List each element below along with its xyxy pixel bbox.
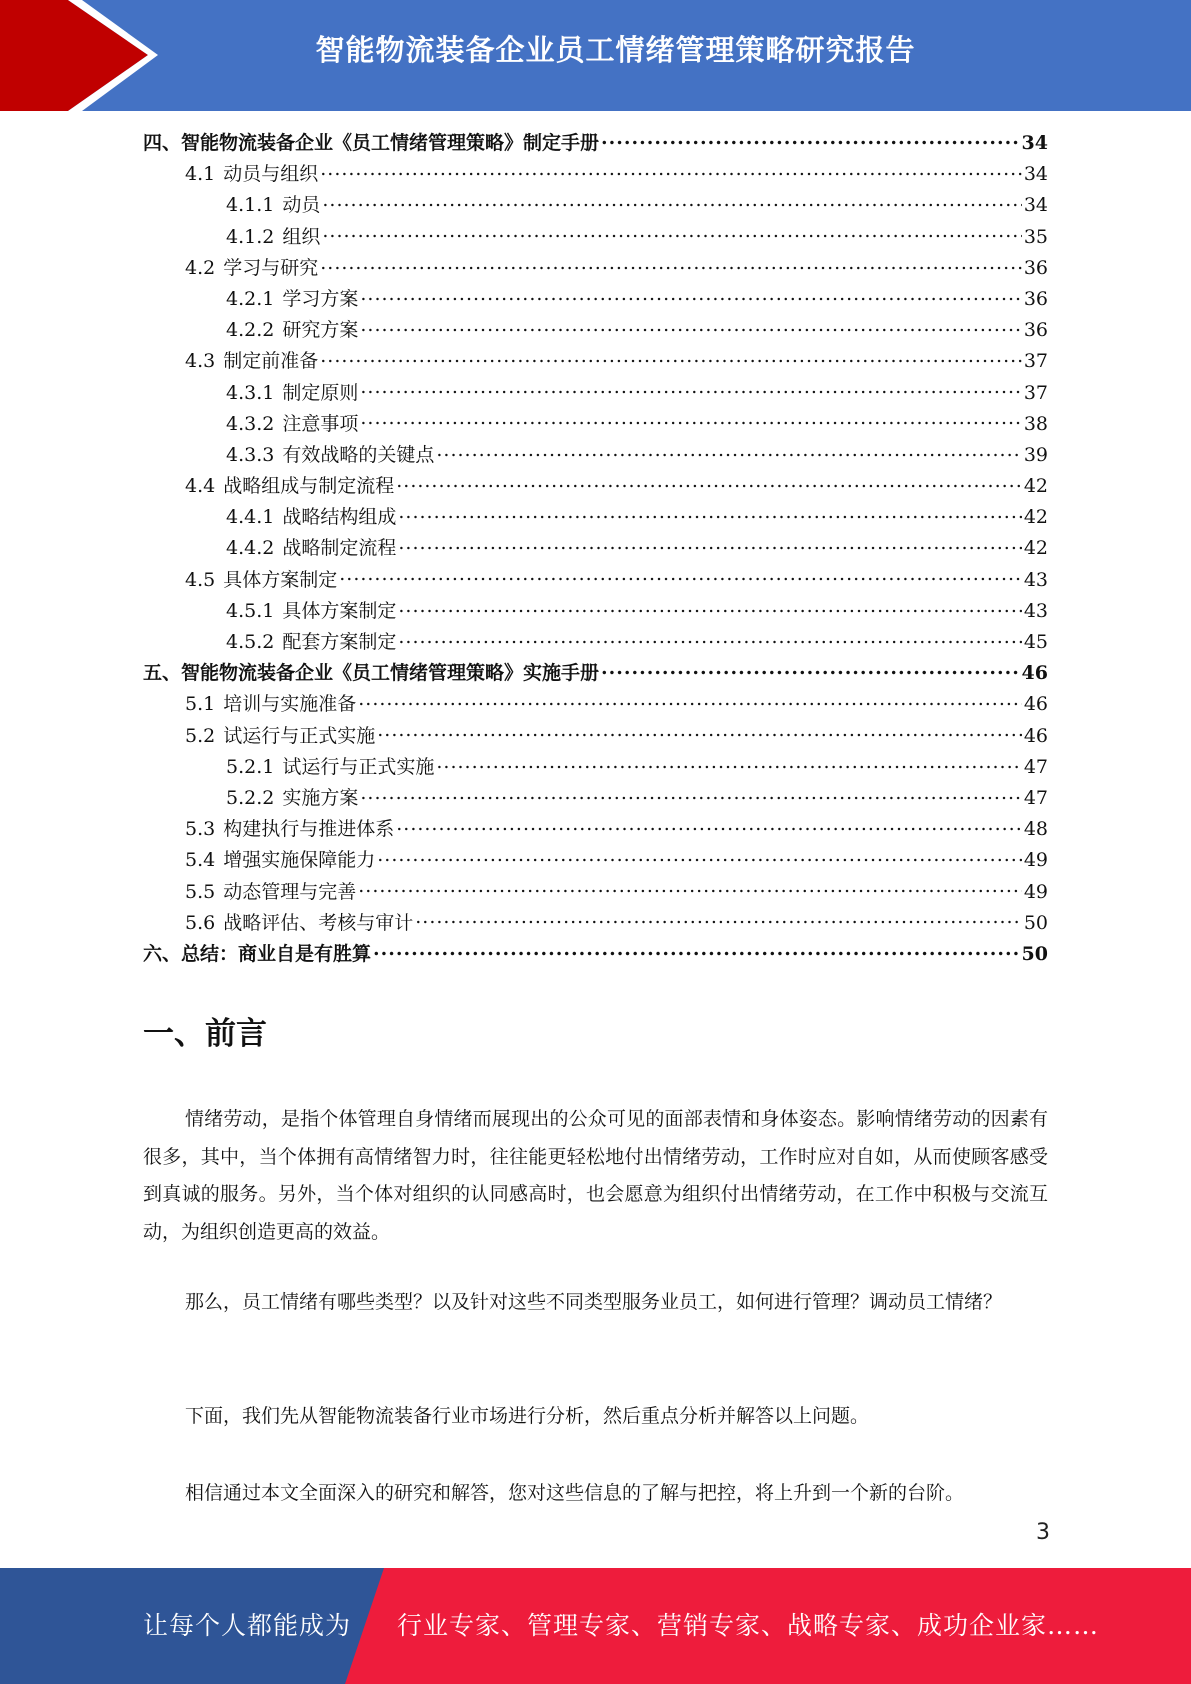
toc-entry-number: 4.4 <box>185 475 216 498</box>
toc-entry-number: 4.2 <box>185 256 216 279</box>
toc-entry-page: 34 <box>1021 132 1048 154</box>
toc-dot-leader <box>377 722 1022 742</box>
toc-entry[interactable] <box>143 502 1048 533</box>
toc-entry[interactable] <box>143 845 1048 876</box>
toc-dot-leader <box>377 846 1022 866</box>
toc-entry[interactable] <box>143 378 1048 409</box>
toc-entry-number: 4.2.2 <box>226 319 275 342</box>
toc-entry[interactable] <box>143 877 1048 908</box>
toc-dot-leader <box>358 690 1022 710</box>
toc-entry[interactable] <box>143 315 1048 346</box>
toc-entry-label: 动员与组织 <box>223 163 319 186</box>
page-number: 3 <box>1036 1520 1050 1545</box>
footer-slogan-left: 让每个人都能成为 <box>143 1611 352 1640</box>
toc-entry[interactable] <box>143 128 1048 159</box>
toc-entry-label: 学习方案 <box>282 287 359 310</box>
toc-entry[interactable] <box>143 409 1048 440</box>
toc-dot-leader <box>320 347 1022 367</box>
toc-entry-page: 39 <box>1023 443 1048 466</box>
toc-entry-number: 5.5 <box>185 880 216 903</box>
toc-entry-page: 37 <box>1023 350 1048 373</box>
toc-entry-page: 49 <box>1023 880 1048 903</box>
toc-dot-leader <box>436 441 1021 461</box>
toc-dot-leader <box>358 878 1022 898</box>
toc-entry-label: 实施方案 <box>282 786 359 809</box>
toc-entry-page: 36 <box>1023 319 1048 342</box>
toc-dot-leader <box>373 940 1020 960</box>
toc-entry-page: 49 <box>1023 849 1048 872</box>
toc-dot-leader <box>360 285 1021 305</box>
toc-entry-number: 4.3.1 <box>226 381 275 404</box>
toc-entry-page: 50 <box>1023 911 1048 934</box>
toc-dot-leader <box>320 160 1022 180</box>
toc-dot-leader <box>322 223 1021 243</box>
toc-entry-label: 动态管理与完善 <box>223 880 357 903</box>
toc-entry[interactable] <box>143 190 1048 221</box>
toc-dot-leader <box>398 628 1021 648</box>
paragraph-3: 下面，我们先从智能物流装备行业市场进行分析，然后重点分析并解答以上问题。 <box>185 1405 870 1427</box>
toc-entry[interactable] <box>143 253 1048 284</box>
toc-entry[interactable] <box>143 159 1048 190</box>
toc-entry-label: 具体方案制定 <box>282 599 397 622</box>
toc-entry-label: 战略评估、考核与审计 <box>223 911 414 934</box>
toc-entry-number: 4.1.1 <box>226 194 275 217</box>
paragraph-1: 情绪劳动，是指个体管理自身情绪而展现出的公众可见的面部表情和身体姿态。影响情绪劳动的因素有很多，其中，当个体拥有高情绪智力时，往往能更轻松地付出情绪劳动，工作时应对自如，从而使顾客感受到真诚的服务。另外，当个体对组织的认同感高时，也会愿意为组织付出情绪劳动，在工作中积极与交流互动，为组织创造更高的效益。 <box>143 1108 1048 1243</box>
toc-entry[interactable] <box>143 346 1048 377</box>
toc-dot-leader <box>320 254 1022 274</box>
toc-entry-label: 试运行与正式实施 <box>282 755 435 778</box>
toc-entry-page: 42 <box>1023 506 1048 529</box>
toc-entry-number: 5.2.2 <box>226 786 275 809</box>
toc-dot-leader <box>601 659 1020 679</box>
toc-entry-label: 试运行与正式实施 <box>223 724 376 747</box>
toc-entry-label: 制定前准备 <box>223 350 319 373</box>
toc-dot-leader <box>396 472 1022 492</box>
toc-entry-number: 4.5.2 <box>226 631 275 653</box>
toc-dot-leader <box>339 566 1022 586</box>
toc-entry-page: 50 <box>1021 942 1048 965</box>
toc-dot-leader <box>398 503 1021 523</box>
toc-dot-leader <box>360 379 1021 399</box>
toc-entry-page: 34 <box>1023 194 1048 217</box>
toc-entry-number: 4.3.3 <box>226 443 275 466</box>
toc-entry-page: 42 <box>1023 537 1048 560</box>
section-heading: 一、前言 <box>143 1016 267 1052</box>
toc-entry-label: 学习与研究 <box>223 256 319 279</box>
toc-entry-number: 5.3 <box>185 818 216 841</box>
toc-entry-number: 4.3 <box>185 350 216 373</box>
toc-entry-number: 4.2.1 <box>226 287 275 310</box>
toc-entry-number: 5.1 <box>185 693 216 716</box>
toc-entry-label: 六、总结：商业自是有胜算 <box>143 942 372 965</box>
toc-entry-page: 46 <box>1021 662 1048 685</box>
toc-entry-label: 有效战略的关键点 <box>282 443 435 466</box>
toc-dot-leader <box>322 191 1021 211</box>
toc-entry-number: 5.4 <box>185 849 216 872</box>
toc-dot-leader <box>398 597 1021 617</box>
toc-dot-leader <box>360 784 1021 804</box>
footer-slogan-right: 行业专家、管理专家、营销专家、战略专家、成功企业家…… <box>397 1611 1100 1640</box>
toc-entry-label: 具体方案制定 <box>223 568 338 591</box>
paragraph-2: 那么，员工情绪有哪些类型？以及针对这些不同类型服务业员工，如何进行管理？调动员工情绪？ <box>185 1291 1003 1313</box>
toc-entry-label: 五、智能物流装备企业《员工情绪管理策略》实施手册 <box>143 662 600 685</box>
report-title: 智能物流装备企业员工情绪管理策略研究报告 <box>315 33 916 67</box>
toc-entry-page: 36 <box>1023 256 1048 279</box>
toc-entry[interactable] <box>143 222 1048 253</box>
toc-entry-label: 注意事项 <box>282 412 359 435</box>
toc-entry[interactable] <box>143 721 1048 752</box>
toc-entry-label: 增强实施保障能力 <box>223 849 376 872</box>
page-footer <box>0 1568 1191 1684</box>
toc-entry-number: 5.6 <box>185 911 216 934</box>
toc-entry-number: 4.4.1 <box>226 506 275 529</box>
toc-entry-number: 4.5.1 <box>226 599 275 622</box>
toc-entry-label: 战略组成与制定流程 <box>223 475 395 498</box>
toc-dot-leader <box>601 129 1020 149</box>
toc-entry-page: 38 <box>1023 412 1048 435</box>
toc-entry-label: 研究方案 <box>282 319 359 342</box>
toc-entry-page: 34 <box>1023 163 1048 186</box>
toc-entry[interactable] <box>143 471 1048 502</box>
toc-entry[interactable] <box>143 908 1048 939</box>
toc-entry[interactable] <box>143 284 1048 315</box>
toc-entry-page: 47 <box>1023 755 1048 778</box>
toc-entry[interactable] <box>143 783 1048 814</box>
toc-entry[interactable] <box>143 565 1048 596</box>
toc-entry[interactable] <box>143 689 1048 720</box>
paragraph-4: 相信通过本文全面深入的研究和解答，您对这些信息的了解与把控，将上升到一个新的台阶。 <box>185 1482 965 1504</box>
toc-entry-number: 4.3.2 <box>226 412 275 435</box>
toc-entry[interactable] <box>143 533 1048 564</box>
toc-entry[interactable] <box>143 939 1048 970</box>
toc-dot-leader <box>360 316 1021 336</box>
toc-dot-leader <box>398 534 1021 554</box>
toc-entry-label: 培训与实施准备 <box>223 693 357 716</box>
toc-entry[interactable] <box>143 658 1048 689</box>
toc-entry-number: 4.1.2 <box>226 225 275 248</box>
toc-entry-page: 46 <box>1023 693 1048 716</box>
toc-entry[interactable] <box>143 596 1048 627</box>
toc-entry-page: 36 <box>1023 287 1048 310</box>
toc-entry-label: 战略结构组成 <box>282 506 397 529</box>
toc-entry-label: 动员 <box>282 194 321 217</box>
toc-entry[interactable] <box>143 627 1048 658</box>
toc-entry-number: 5.2.1 <box>226 755 275 778</box>
toc-dot-leader <box>396 815 1022 835</box>
toc-entry-label: 配套方案制定 <box>282 631 397 653</box>
toc-entry-label: 战略制定流程 <box>282 537 397 560</box>
toc-entry-page: 35 <box>1023 225 1048 248</box>
toc-entry-number: 4.1 <box>185 163 216 186</box>
toc-entry-page: 37 <box>1023 381 1048 404</box>
toc-entry-number: 4.4.2 <box>226 537 275 560</box>
toc-entry-label: 组织 <box>282 225 321 248</box>
toc-entry-page: 47 <box>1023 786 1048 809</box>
toc-entry-number: 5.2 <box>185 724 216 747</box>
toc-entry[interactable] <box>143 440 1048 471</box>
toc-entry-page: 45 <box>1023 631 1048 653</box>
toc-entry-page: 43 <box>1023 568 1048 591</box>
table-of-contents <box>143 128 1048 970</box>
toc-entry-page: 48 <box>1023 818 1048 841</box>
toc-dot-leader <box>415 909 1022 929</box>
toc-entry-page: 46 <box>1023 724 1048 747</box>
toc-entry-label: 构建执行与推进体系 <box>223 818 395 841</box>
toc-entry-page: 42 <box>1023 475 1048 498</box>
toc-entry-page: 43 <box>1023 599 1048 622</box>
toc-entry-label: 制定原则 <box>282 381 359 404</box>
page-header <box>0 0 1191 111</box>
toc-entry-label: 四、智能物流装备企业《员工情绪管理策略》制定手册 <box>143 132 600 154</box>
toc-entry[interactable] <box>143 752 1048 783</box>
toc-dot-leader <box>360 410 1021 430</box>
toc-entry[interactable] <box>143 814 1048 845</box>
toc-entry-number: 4.5 <box>185 568 216 591</box>
toc-dot-leader <box>436 753 1021 773</box>
